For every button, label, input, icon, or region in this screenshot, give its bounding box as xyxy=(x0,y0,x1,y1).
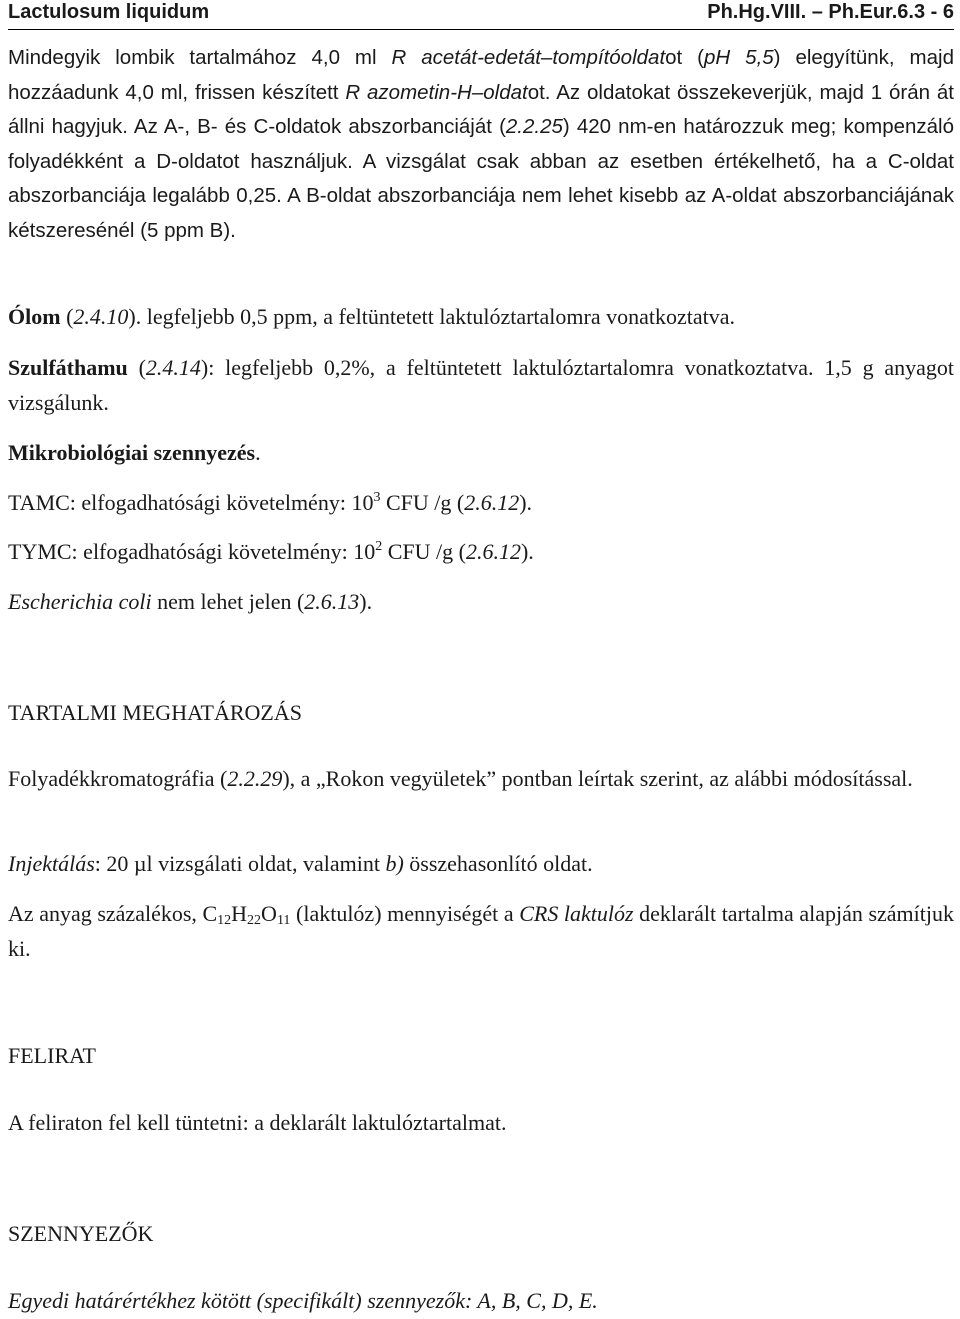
lead-test-line: Ólom (2.4.10). legfeljebb 0,5 ppm, a feltüntetett laktulóztartalomra vonatkoztatva. xyxy=(8,304,736,329)
specified-impurities-text: Egyedi határértékhez kötött (specifikált) szennyezők: A, B, C, D, E. xyxy=(8,1288,598,1313)
impurities-heading: SZENNYEZŐK xyxy=(8,1221,154,1246)
tymc-line: TYMC: elfogadhatósági követelmény: $10^2$ CFU /g (2.6.12). xyxy=(8,539,534,564)
header-title: Lactulosum liquidum xyxy=(8,1,210,23)
header-rule xyxy=(8,29,954,30)
tamc-line: TAMC: elfogadhatósági követelmény: $10^3$ CFU /g (2.6.12). xyxy=(8,490,533,515)
running-header xyxy=(8,0,954,26)
labelling-text: A feliraton fel kell tüntetni: a deklarált laktulóztartalmat. xyxy=(8,1110,507,1135)
microbial-contamination-title: Mikrobiológiai szennyezés. xyxy=(8,440,261,465)
lead-label: Ólom xyxy=(8,304,61,329)
boron-test-paragraph: Mindegyik lombik tartalmához 4,0 ml R acetát-edetát–tompítóoldatot (pH 5,5) elegyítünk, majd hozzáadunk 4,0 ml, frissen készített R azometin-H–oldatot. Az oldatokat összekeverjük, majd 1 órán át állni hagyjuk. Az A-, B- és C-oldatok abszorbanciáját (2.2.25) 420 nm-en határozzuk meg; kompenzáló folyadékként a D-oldatot használjuk. A vizsgálat csak abban az esetben értékelhető, ha a C-oldat abszorbanciája legalább 0,25. A B-oldat abszorbanciája nem lehet kisebb az A-oldat abszorbanciájának kétszeresénél (5 ppm B). xyxy=(8,46,955,242)
injection-line: Injektálás: 20 µl vizsgálati oldat, valamint b) összehasonlító oldat. xyxy=(8,851,593,876)
assay-method-paragraph: Folyadékkromatográfia (2.2.29), a „Rokon vegyületek” pontban leírtak szerint, az alábbi módosítással. xyxy=(8,766,913,791)
ecoli-line: Escherichia coli nem lehet jelen (2.6.13). xyxy=(8,589,373,614)
header-pharmacopoeia-ref: Ph.Hg.VIII. – Ph.Eur.6.3 - 6 xyxy=(707,1,954,23)
calculation-paragraph: Az anyag százalékos, $C_{12}H_{22}O_{11}$ (laktulóz) mennyiségét a CRS laktulóz deklarált tartalma alapján számítjuk ki. xyxy=(8,901,954,961)
labelling-heading: FELIRAT xyxy=(8,1043,96,1068)
assay-heading: TARTALMI MEGHATÁROZÁS xyxy=(8,700,302,725)
sulfated-ash-label: Szulfáthamu xyxy=(8,355,128,380)
sulfated-ash-paragraph: Szulfáthamu (2.4.14): legfeljebb 0,2%, a feltüntetett laktulóztartalomra vonatkoztatva. 1,5 g anyagot vizsgálunk. xyxy=(8,355,954,415)
